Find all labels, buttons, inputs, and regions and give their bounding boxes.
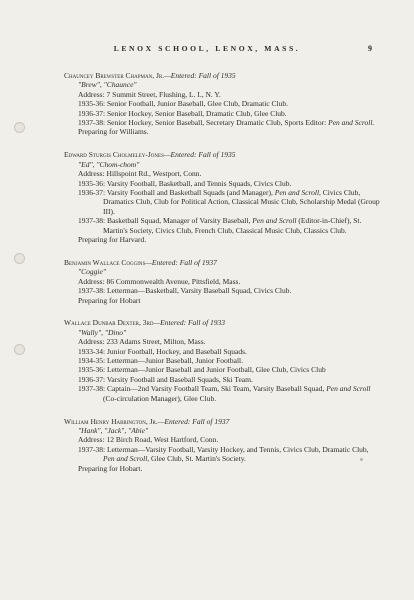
year-activities: Senior Football, Junior Baseball, Glee Club, Dramatic Club. [106, 99, 288, 109]
student-name: Benjamin Wallace Coggins [64, 257, 146, 267]
entry-heading [64, 318, 382, 327]
year-line [64, 118, 382, 127]
year-label: 1937-38: [78, 286, 106, 296]
year-line [64, 356, 382, 365]
student-name: Edward Sturgis Cholmeley-Jones [64, 150, 164, 160]
entry-heading [64, 150, 382, 159]
year-label: 1937-38: [78, 118, 106, 128]
year-label: 1933-34: [78, 346, 106, 356]
year-activities: Letterman—Basketball, Varsity Baseball Squad, Civics Club. [106, 286, 292, 296]
year-activities: Varsity Football, Basketball, and Tennis Squads, Civics Club. [106, 178, 292, 188]
year-activities: Captain—2nd Varsity Football Team, Ski Team, Varsity Baseball Squad, [106, 384, 327, 394]
year-label: 1936-37: [78, 108, 106, 118]
year-activities-cont: Glee Club, St. Martin's Society. [149, 454, 246, 464]
preparing-for: Preparing for Harvard. [78, 235, 147, 244]
year-label: 1934-35: [78, 356, 106, 366]
year-label: 1935-36: [78, 365, 106, 375]
binding-hole-mark [14, 122, 25, 133]
entries-list [64, 71, 382, 487]
header-title: LENOX SCHOOL, LENOX, MASS. [113, 44, 301, 53]
year-label: 1935-36: [78, 99, 106, 109]
binding-hole-mark [14, 344, 25, 355]
nicknames: "Coggie" [78, 267, 106, 277]
running-header [0, 44, 414, 56]
entered-date: —Entered: Fall of 1933 [153, 318, 226, 328]
year-label: 1937-38: [78, 444, 106, 454]
year-line [64, 365, 382, 374]
year-activities: Letterman—Junior Baseball and Junior Football, Glee Club, Civics Club [106, 365, 326, 375]
preparing-for: Preparing for Hobart. [78, 463, 143, 473]
publication-title: Pen and Scroll, [274, 187, 321, 197]
year-line [64, 216, 382, 235]
publication-title: Pen and Scroll [326, 384, 371, 394]
address: Address: 7 Summit Street, Flushing, L. I., N. Y. [78, 89, 221, 99]
year-label: 1936-37: [78, 374, 106, 384]
year-activities: Letterman—Varsity Football, Varsity Hockey, and Tennis, Civics Club, Dramatic Club, [106, 444, 369, 454]
student-entry [64, 150, 382, 244]
student-entry [64, 417, 382, 473]
year-label: 1937-38: [78, 216, 106, 226]
preparing-for: Preparing for Williams. [78, 127, 149, 137]
year-label: 1936-37: [78, 187, 106, 197]
publication-title: Pen and Scroll. [328, 118, 375, 128]
year-activities: Letterman—Junior Baseball, Junior Football. [106, 356, 243, 366]
year-activities: Junior Football, Hockey, and Baseball Squads. [106, 346, 247, 356]
year-activities: Basketball Squad, Manager of Varsity Baseball, [106, 216, 253, 226]
entry-heading [64, 417, 382, 426]
preparing-for: Preparing for Hobart [78, 295, 141, 305]
binding-hole-mark [14, 253, 25, 264]
year-line [64, 286, 382, 295]
year-line [64, 347, 382, 356]
student-name: Wallace Dunbar Dexter, 3rd [64, 318, 154, 328]
year-activities: Senior Hockey, Senior Baseball, Secretary Dramatic Club, Sports Editor: [106, 118, 329, 128]
entered-date: —Entered: Fall of 1937 [145, 257, 217, 267]
student-entry [64, 318, 382, 403]
entry-heading [64, 258, 382, 267]
year-line [64, 109, 382, 118]
year-line [64, 188, 382, 216]
year-line [64, 384, 382, 403]
nicknames: "Wally", "Dino" [78, 327, 127, 337]
address: Address: 233 Adams Street, Milton, Mass. [78, 337, 206, 347]
page-number: 9 [368, 44, 372, 53]
year-line [64, 99, 382, 108]
entry-heading [64, 71, 382, 80]
entered-date: —Entered: Fall of 1935 [164, 71, 236, 80]
year-line [64, 375, 382, 384]
year-activities-cont: Civics Club, Dramatics Club, Club for Political Action, Classical Music Club, Scholarship Medal (Group III). [103, 187, 380, 216]
nicknames: "Brew", "Chaunce" [78, 80, 137, 90]
entered-date: —Entered: Fall of 1935 [163, 150, 236, 160]
year-activities-cont: (Co-circulation Manager), Glee Club. [103, 393, 217, 403]
year-activities: Senior Hockey, Senior Baseball, Dramatic Club, Glee Club. [106, 108, 287, 118]
address: Address: 12 Birch Road, West Hartford, Conn. [78, 435, 219, 445]
address: Address: Hillspoint Rd., Westport, Conn. [78, 169, 202, 179]
student-name: Chauncey Brewster Chapman, Jr. [64, 71, 165, 80]
student-name: William Henry Harrington, Jr. [64, 416, 158, 426]
student-entry [64, 258, 382, 305]
year-activities: Varsity Football and Basketball Squads (and Manager), [106, 187, 275, 197]
nicknames: "Ed", "Chom-chom" [78, 159, 140, 169]
year-activities: Varsity Football and Baseball Squads, Ski Team. [106, 374, 253, 384]
publication-title: Pen and Scroll, [103, 454, 150, 464]
student-entry [64, 71, 382, 137]
nicknames: "Hank", "Jack", "Abie" [78, 426, 149, 435]
address: Address: 86 Commonwealth Avenue, Pittsfield, Mass. [78, 276, 241, 286]
year-label: 1935-36: [78, 178, 106, 188]
publication-title: Pen and Scroll [252, 216, 297, 226]
year-line [64, 179, 382, 188]
entered-date: —Entered: Fall of 1937 [157, 416, 230, 426]
year-line [64, 445, 382, 464]
year-label: 1937-38: [78, 384, 106, 394]
year-activities-cont: (Editor-in-Chief), St. Martin's Society, Civics Club, French Club, Classical Music Club, Classics Club. [103, 216, 362, 235]
